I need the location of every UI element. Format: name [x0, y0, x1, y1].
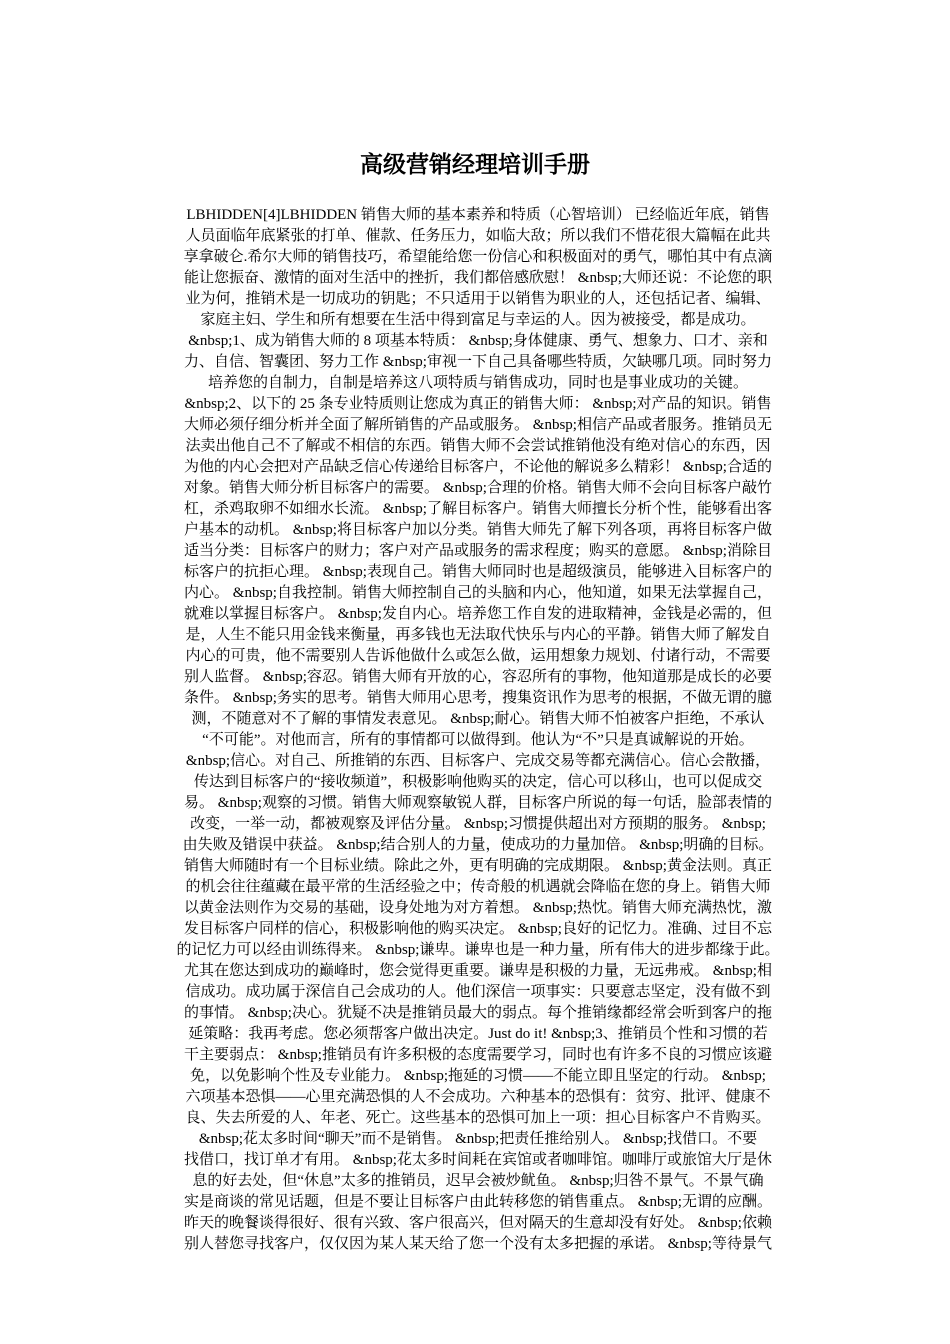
body-line: 就难以掌握目标客户。 &nbsp;发自内心。培养您工作自发的进取精神，金钱是必需的，但: [184, 606, 772, 622]
body-line: 对象。销售大师分析目标客户的需要。 &nbsp;合理的价格。销售大师不会向目标客户敲竹: [184, 480, 772, 496]
body-line: 信成功。成功属于深信自己会成功的人。他们深信一项事实：只要意志坚定，没有做不到: [185, 984, 771, 1000]
body-line: “不可能”。对他而言，所有的事情都可以做得到。他认为“不”只是真诚解说的开始。: [202, 732, 754, 748]
body-line: 内心的可贵，他不需要别人告诉他做什么或怎么做，运用想象力规划、付诸行动，不需要: [185, 648, 771, 664]
body-line: 户基本的动机。 &nbsp;将目标客户加以分类。销售大师先了解下列各项，再将目标客户做: [184, 522, 772, 538]
body-line: 培养您的自制力，自制是培养这八项特质与销售成功，同时也是事业成功的关键。: [207, 375, 748, 391]
body-line: 测，不随意对不了解的事情发表意见。 &nbsp;耐心。销售大师不怕被客户拒绝，不承认: [191, 711, 765, 727]
body-line: &nbsp;花太多时间“聊天”而不是销售。 &nbsp;把责任推给别人。 &nbsp;找借口。不要: [198, 1131, 758, 1147]
body-line: 免，以免影响个性及专业能力。 &nbsp;拖延的习惯——不能立即且坚定的行动。 &nbsp;: [190, 1068, 766, 1084]
body-line: 的事情。 &nbsp;决心。犹疑不决是推销员最大的弱点。每个推销缘都经常会听到客户的拖: [184, 1005, 772, 1021]
body-line: &nbsp;2、以下的 25 条专业特质则让您成为真正的销售大师： &nbsp;对产品的知识。销售: [184, 396, 772, 412]
body-line: 实是商谈的常见话题，但是不要让目标客户由此转移您的销售重点。 &nbsp;无谓的应酬。: [184, 1194, 772, 1210]
body-line: 法卖出他自己不了解或不相信的东西。销售大师不会尝试推销他没有绝对信心的东西，因: [185, 438, 771, 454]
body-line: 能让您振奋、激情的面对生活中的挫折，我们都倍感欣慰！ &nbsp;大师还说：不论您的职: [184, 270, 772, 286]
body-line: 别人替您寻找客户，仅仅因为某人某天给了您一个没有太多把握的承诺。 &nbsp;等待景气: [184, 1236, 772, 1252]
body-line: 为他的内心会把对产品缺乏信心传递给目标客户，不论他的解说多么精彩！ &nbsp;合适的: [184, 459, 772, 475]
body-line: 息的好去处，但“休息”太多的推销员，迟早会被炒鱿鱼。 &nbsp;归咎不景气。不景气确: [192, 1173, 764, 1189]
body-line: &nbsp;信心。对自己、所推销的东西、目标客户、完成交易等都充满信心。信心会散播，: [185, 753, 771, 769]
body-line: 别人监督。 &nbsp;容忍。销售大师有开放的心，容忍所有的事物，他知道那是成长的必要: [184, 669, 772, 685]
body-line: LBHIDDEN[4]LBHIDDEN 销售大师的基本素养和特质（心智培训） 已经临近年底，销售: [186, 207, 770, 223]
body-line: 销售大师随时有一个目标业绩。除此之外，更有明确的完成期限。 &nbsp;黄金法则。真正: [184, 858, 772, 874]
body-line: 干主要弱点： &nbsp;推销员有许多积极的态度需要学习，同时也有许多不良的习惯应该避: [184, 1047, 772, 1063]
body-line: 的机会往往蕴藏在最平常的生活经验之中；传奇般的机遇就会降临在您的身上。销售大师: [185, 879, 771, 895]
body-line: 享拿破仑.希尔大师的销售技巧，希望能给您一份信心和积极面对的勇气，哪怕其中有点滴: [183, 249, 773, 265]
body-line: 找借口，找订单才有用。 &nbsp;花太多时间耗在宾馆或者咖啡馆。咖啡厅或旅馆大厅是休: [184, 1152, 772, 1168]
body-line: &nbsp;1、成为销售大师的 8 项基本特质： &nbsp;身体健康、勇气、想象力、口才、亲和: [188, 333, 768, 349]
body-line: 是，人生不能只用金钱来衡量，再多钱也无法取代快乐与内心的平静。销售大师了解发自: [185, 627, 771, 643]
body-line: 业为何，推销术是一切成功的钥匙；不只适用于以销售为职业的人，还包括记者、编辑、: [185, 291, 771, 307]
body-line: 的记忆力可以经由训练得来。 &nbsp;谦卑。谦卑也是一种力量，所有伟大的进步都缘于此。: [176, 942, 780, 958]
body-line: 六项基本恐惧——心里充满恐惧的人不会成功。六种基本的恐惧有：贫穷、批评、健康不: [185, 1089, 771, 1105]
body-line: 易。 &nbsp;观察的习惯。销售大师观察敏锐人群，目标客户所说的每一句话，脸部表情的: [184, 795, 772, 811]
body-line: 人员面临年底紧张的打单、催款、任务压力，如临大敌；所以我们不惜花很大篇幅在此共: [185, 228, 771, 244]
body-line: 良、失去所爱的人、年老、死亡。这些基本的恐惧可加上一项：担心目标客户不肯购买。: [185, 1110, 771, 1126]
body-line: 发目标客户同样的信心，积极影响他的购买决定。 &nbsp;良好的记忆力。准确、过目不忘: [184, 921, 772, 937]
body-line: 改变，一举一动，都被观察及评估分量。 &nbsp;习惯提供超出对方预期的服务。 &nbsp;: [190, 816, 766, 832]
body-line: 尤其在您达到成功的巅峰时，您会觉得更重要。谦卑是积极的力量，无远弗戒。 &nbsp;相: [184, 963, 772, 979]
body-line: 由失败及错误中获益。 &nbsp;结合别人的力量，使成功的力量加倍。 &nbsp;明确的目标。: [182, 837, 774, 853]
body-line: 家庭主妇、学生和所有想要在生活中得到富足与幸运的人。因为被接受，都是成功。: [200, 312, 756, 328]
body-line: 条件。 &nbsp;务实的思考。销售大师用心思考，搜集资讯作为思考的根据，不做无谓的臆: [184, 690, 772, 706]
body-line: 标客户的抗拒心理。 &nbsp;表现自己。销售大师同时也是超级演员，能够进入目标客户的: [184, 564, 772, 580]
body-line: 延策略：我再考虑。您必须帮客户做出决定。Just do it! &nbsp;3、推销员个性和习惯的若: [188, 1026, 768, 1042]
body-line: 杠，杀鸡取卵不如细水长流。 &nbsp;了解目标客户。销售大师擅长分析个性，能够看出客: [184, 501, 772, 517]
body-line: 力、自信、智囊团、努力工作 &nbsp;审视一下自己具备哪些特质，欠缺哪几项。同时努力: [184, 354, 772, 370]
body-line: 以黄金法则作为交易的基础，设身处地为对方着想。 &nbsp;热忱。销售大师充满热忱，激: [184, 900, 772, 916]
body-line: 适当分类：目标客户的财力；客户对产品或服务的需求程度；购买的意愿。 &nbsp;消除目: [184, 543, 772, 559]
body-line: 昨天的晚餐谈得很好、很有兴致、客户很高兴，但对隔天的生意却没有好处。 &nbsp;依赖: [184, 1215, 772, 1231]
body-line: 大师必须仔细分析并全面了解所销售的产品或服务。 &nbsp;相信产品或者服务。推销员无: [184, 417, 772, 433]
body-line: 内心。 &nbsp;自我控制。销售大师控制自己的头脑和内心，他知道，如果无法掌握自己，: [184, 585, 772, 601]
document-body: [143, 205, 813, 1255]
body-line: 传达到目标客户的“接收频道”，积极影响他购买的决定，信心可以移山，也可以促成交: [193, 774, 763, 790]
document-title: 高级营销经理培训手册: [360, 151, 590, 178]
